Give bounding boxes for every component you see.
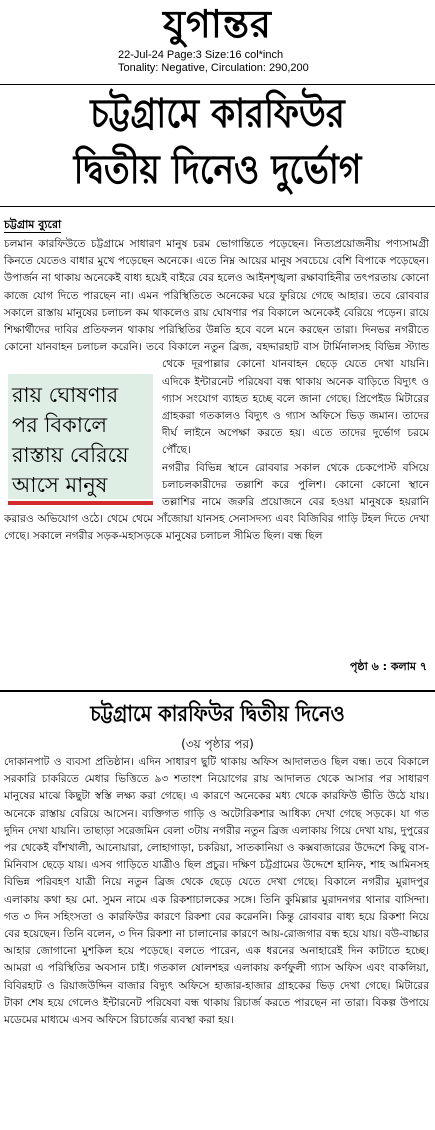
continuation-headline: চট্টগ্রামে কারফিউর দ্বিতীয় দিনেও xyxy=(90,702,345,727)
header-divider xyxy=(0,84,435,85)
headline-line-1: চট্টগ্রামে কারফিউর xyxy=(90,91,345,137)
clipping-date-line: 22-Jul-24 Page:3 Size:16 col*inch xyxy=(118,49,284,61)
continued-page-reference: পৃষ্ঠা ৬ : কলাম ৭ xyxy=(349,660,427,673)
pull-quote xyxy=(4,370,159,505)
clipping-tonality-line: Tonality: Negative, Circulation: 290,200 xyxy=(118,62,309,74)
pull-quote-accent-bar xyxy=(8,501,153,505)
article-headline xyxy=(36,86,400,198)
byline: চট্টগ্রাম ব্যুরো xyxy=(4,218,62,231)
newspaper-logo: যুগান্তর xyxy=(163,1,272,46)
article-paragraph-1: চলমান কারফিউতে চট্টগ্রামে সাধারণ মানুষ চরম ভোগান্তিতে পড়েছেন। নিত্যপ্রয়োজনীয় পণ্যসামগ্রী কিনতে যেতেও বাধার মুখে পড়েছেন অনেকে। এতে নিম্ন আয়ের মানুষ সবচেয়ে বেশি বিপাকে পড়েছেন। উপার্জন না থাকায় অনেকেই বাধ্য হয়েই বাইরে বের হলেও আইনশৃঙ্খলা রক্ষাবাহিনীর তৎপরতায় কোনো কাজে যোগ দিতে পারছেন না। এমন পরিস্থিতিতে অনেকের ঘরে ফুরিয়ে গেছে আহার। তবে রোববার সকালে রাস্তায় মানুষের চলাচল কম থাকলেও রায় ঘোষণার পর বিকালে অনেকেই বেরিয়ে পড়েন। রায়ে শিক্ষার্থীদের দাবির প্রতিফলন থাকায় পরিস্থিতির উন্নতি হবে বলে মনে করছেন তারা। দিনভর নগরীতে কোনো যানবাহন চলাচল করেনি। তবে বিকালে নতুন ব্রিজ, বহদ্দারহাট বাস টার্মিনালসহ বিভিন্ন স্ট্যান্ড থেকে দূরপাল্লার কোনো যানবাহন ছেড়ে যেতে দেখা যায়নি। এদিকে ইন্টারনেট পরিষেবা বন্ধ থাকায় অনেক বাড়িতে বিদ্যুৎ ও গ্যাস সংযোগ ব্যাহত হচ্ছে বলে জানা গেছে। প্রিপেইড মিটারের গ্রাহকরা গতকালও বিদ্যুৎ ও গ্যাস অফিসে ভিড় জমান। তাদের দীর্ঘ লাইনে অপেক্ষা করতে হয়। এতে তাদের দুর্ভোগ চরমে পৌঁছে। xyxy=(4,236,429,460)
continuation-subhead: (৩য় পৃষ্ঠার পর) xyxy=(181,737,254,751)
continuation-body: দোকানপাট ও ব্যবসা প্রতিষ্ঠান। এদিন সাধারণ ছুটি থাকায় অফিস আদালতও ছিল বন্ধ। তবে বিকালে সরকারি চাকরিতে মেধার ভিত্তিতে ৯৩ শতাংশ নিয়োগের রায় আদালত থেকে আসার পর সাধারণ মানুষের মাঝে কিছুটা স্বস্তি লক্ষ্য করা গেছে। এ কারণে অনেকের মধ্য থেকে কারফিউ ভীতি উঠে যায়। অনেকে রাস্তায় বেরিয়ে আসেন। ব্যক্তিগত গাড়ি ও অটোরিকশার আধিক্য দেখা গেছে সড়কে। যা গত দুদিন দেখা যায়নি। তাছাড়া সরেজমিন বেলা ৩টায় নগরীর নতুন ব্রিজ এলাকায় গিয়ে দেখা যায়, দুপুরের পর থেকেই বাঁশখালী, আনোয়ারা, লোহাগাড়া, চকরিয়া, সাতকানিয়া ও কক্সবাজারের উদ্দেশে কিছু বাস-মিনিবাস ছেড়ে যায়। এসব গাড়িতে যাত্রীও ছিল প্রচুর। দক্ষিণ চট্টগ্রামের উদ্দেশে হানিফ, শাহ আমিনসহ বিভিন্ন পরিবহণ যাত্রী নিয়ে নতুন ব্রিজ থেকে ছেড়ে যেতে দেখা গেছে। বিকালে নগরীর মুরাদপুর এলাকায় কথা হয় মো. সুমন নামে এক রিকশাচালকের সঙ্গে। তিনি কুমিল্লার মুরাদনগর থানার বাসিন্দা। গত ৩ দিন সহিংসতা ও কারফিউর কারণে রিকশা বের করেননি। কিন্তু রোববার বাধ্য হয়ে রিকশা নিয়ে বের হয়েছেন। তিনি বলেন, ৩ দিন রিকশা না চালানোর কারণে আয়-রোজগার বন্ধ হয়ে যায়। বউ-বাচ্চার আহার জোগানো মুশকিল হয়ে পড়েছে। বলতে পারেন, এক ধরনের অনাহারেই দিন কাটাতে হচ্ছে। আমরা এ পরিস্থিতির অবসান চাই। গতকাল ষোলশহর এলাকায় কর্ণফুলী গ্যাস অফিস এবং বাকলিয়া, বিবিরহাট ও রিয়াজউদ্দিন বাজার বিদ্যুৎ অফিসে হাজার-হাজার গ্রাহকের ভিড় দেখা গেছে। মিটারের টাকা শেষ হয়ে গেলেও ইন্টারনেট পরিষেবা বন্ধ থাকায় রিচার্জ করতে পারছেন না তারা। বিকল্প উপায়ে মডেমের মাধ্যমে এসব অফিসে রিচার্জের ব্যবস্থা করা হয়। xyxy=(4,756,429,1027)
article-paragraph-2: নগরীর বিভিন্ন স্থানে রোববার সকাল থেকে চেকপোস্ট বসিয়ে চলাচলকারীদের তল্লাশি করে পুলিশ। কোনো কোনো স্থানে তল্লাশির নামে জরুরি প্রয়োজনে বের হওয়া মানুষকে হয়রানি করারও অভিযোগ ওঠে। থেমে থেমে সাঁজোয়া যানসহ সেনাসদস্য এবং বিজিবির গাড়ি টহল দিতে দেখা গেছে। সকালে নগরীর সড়ক-মহাসড়কে মানুষের চলাচল সীমিত ছিল। বন্ধ ছিল xyxy=(4,461,429,543)
headline-line-2: দ্বিতীয় দিনেও দুর্ভোগ xyxy=(73,147,362,193)
headline-divider xyxy=(0,206,435,207)
section-divider xyxy=(0,690,435,692)
pull-quote-text: রায় ঘোষণার পর বিকালে রাস্তায় বেরিয়ে আসে মানুষ xyxy=(8,374,153,499)
